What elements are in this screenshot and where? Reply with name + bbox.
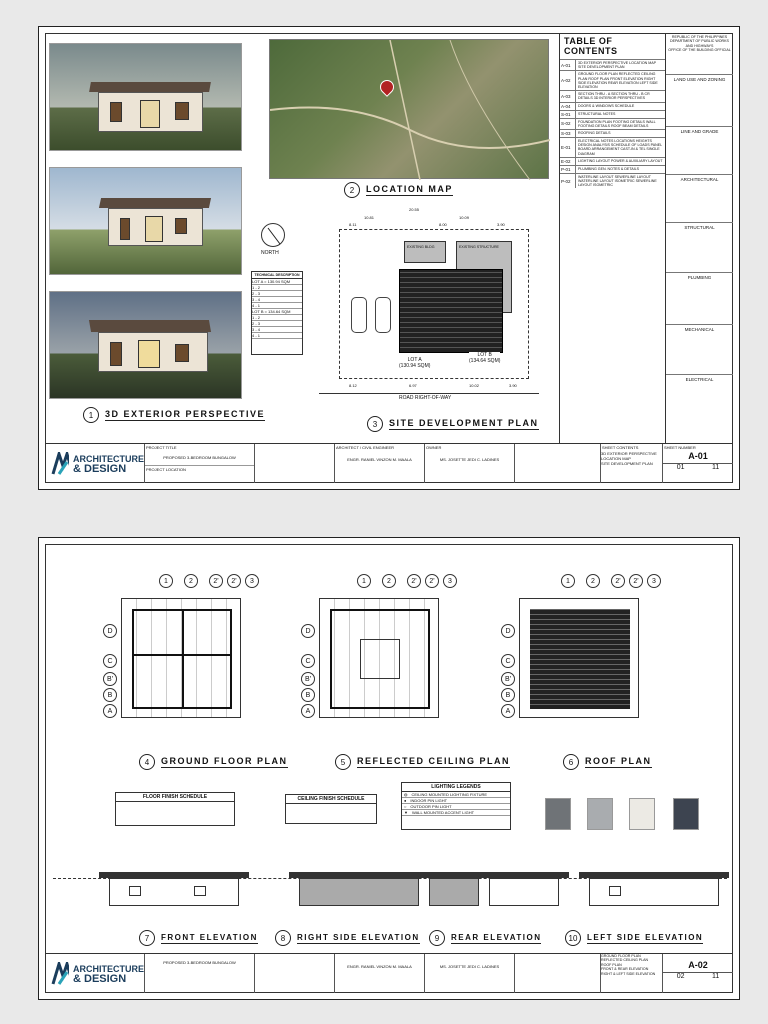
- render-perspective-2: [49, 167, 242, 275]
- sheet-content: SITE DEVELOPMENT PLAN: [601, 461, 653, 466]
- view-number: 10: [565, 930, 581, 946]
- sheet-total: 11: [711, 464, 720, 471]
- sheet-no: 02: [676, 973, 685, 980]
- view-title: FRONT ELEVATION: [161, 932, 258, 942]
- toc-code: A-02: [560, 71, 576, 90]
- legend-label: OUTDOOR PIN LIGHT: [410, 804, 452, 809]
- table-row: 1 - 2: [252, 315, 302, 321]
- table-row: 4 - 1: [252, 303, 302, 309]
- lighting-legend: [401, 782, 511, 830]
- toc-row: [560, 70, 665, 90]
- table-row: 1 - 2: [252, 285, 302, 291]
- toc-code: A-03: [560, 91, 576, 101]
- grid-bubble: B: [103, 688, 117, 702]
- project-title: PROPOSED 3-BEDROOM BUNGALOW: [163, 960, 236, 965]
- existing-building: EXISTING BLDG: [404, 241, 446, 263]
- dim-label: 3.90: [509, 383, 517, 388]
- toc-desc: GROUND FLOOR PLAN REFLECTED CEILING PLAN ROOF PLAN FRONT ELEVATION RIGHT SIDE ELEVATION REAR ELEVATION LEFT SIDE ELEVATION: [578, 72, 658, 90]
- project-title: PROPOSED 3-BEDROOM BUNGALOW: [163, 455, 236, 460]
- render-perspective-3: [49, 291, 242, 399]
- grid-bubble: 2: [184, 574, 198, 588]
- dim-label: 8.00: [439, 222, 447, 227]
- view-number: 2: [344, 182, 360, 198]
- toc-row: [560, 173, 665, 189]
- lot-a-label: [399, 357, 430, 369]
- grid-bubble: 1: [561, 574, 575, 588]
- existing-structure: EXISTING STRUCTURE: [456, 241, 512, 313]
- view-number: 9: [429, 930, 445, 946]
- toc-desc: FOUNDATION PLAN FOOTING DETAILS WALL FOOTING DETAILS ROOF BEAM DETAILS: [578, 119, 656, 128]
- table-of-contents: [559, 33, 733, 443]
- dim-label: 6.97: [409, 383, 417, 388]
- legend-row: [402, 810, 510, 816]
- sheet-a01: [38, 26, 740, 490]
- map-roads: [270, 40, 550, 180]
- signatory-header: [666, 33, 733, 75]
- lot-b-name: LOT B: [477, 352, 492, 358]
- sheet-content: REFLECTED CEILING PLAN: [601, 958, 649, 963]
- car-icon: [351, 297, 367, 333]
- light-icon: ◍: [404, 792, 408, 797]
- vm-logo-icon: [51, 452, 69, 476]
- table-title: TECHNICAL DESCRIPTION: [252, 272, 302, 279]
- toc-row: [560, 102, 665, 110]
- grid-bubble: B': [103, 672, 117, 686]
- view-number: 5: [335, 754, 351, 770]
- material-swatch: [673, 798, 699, 830]
- view-title: 3D EXTERIOR PERSPECTIVE: [105, 409, 266, 419]
- table-row: 2 - 3: [252, 291, 302, 297]
- lot-a-area: (130.94 SQM): [399, 363, 431, 369]
- legend-label: CEILING MOUNTED LIGHTING FIXTURE: [411, 792, 488, 797]
- sheet-total: 11: [711, 973, 720, 980]
- road-line: [319, 393, 539, 394]
- view-title: LEFT SIDE ELEVATION: [587, 932, 704, 942]
- view-title: LOCATION MAP: [366, 184, 453, 194]
- sheet-count: [663, 972, 733, 980]
- sheet-contents-box: [601, 444, 663, 483]
- view-label-left: [565, 930, 703, 946]
- toc-list: [560, 33, 666, 443]
- view-title: RIGHT SIDE ELEVATION: [297, 932, 420, 942]
- lot-b-label: [469, 352, 500, 364]
- revision-box: [255, 954, 335, 993]
- sheet-content: LOCATION MAP: [601, 456, 631, 461]
- rear-elevation: [419, 848, 569, 928]
- ceiling-finish-schedule: [285, 794, 377, 824]
- grid-bubble: A: [103, 704, 117, 718]
- view-number: 8: [275, 930, 291, 946]
- brand-line2: & DESIGN: [73, 462, 127, 475]
- grid-bubble: 2: [382, 574, 396, 588]
- revision-box: [255, 444, 335, 483]
- render-perspective-1: [49, 43, 242, 151]
- signatory-box: ARCHITECTURAL: [666, 175, 733, 223]
- view-title: ROOF PLAN: [585, 756, 652, 766]
- reflected-ceiling-plan: [319, 598, 439, 718]
- grid-bubble: 1: [159, 574, 173, 588]
- grid-bubble: 2': [407, 574, 421, 588]
- toc-desc: WATERLINE LAYOUT SEWERLINE LAYOUT WATERLINE LAYOUT ISOMETRIC SEWERLINE LAYOUT ISOMETRIC: [578, 174, 657, 188]
- grid-bubble: 1: [357, 574, 371, 588]
- north-arrow-icon: [261, 223, 285, 247]
- grid-bubble: B: [501, 688, 515, 702]
- roof-footprint: [399, 269, 503, 353]
- light-icon: ○: [404, 804, 407, 809]
- material-swatch: [629, 798, 655, 830]
- material-swatch: [545, 798, 571, 830]
- dim-label: 10.81: [364, 215, 375, 220]
- signatory-box: ELECTRICAL: [685, 377, 714, 382]
- sheet-code: A-01: [688, 451, 708, 461]
- toc-desc: PLUMBING GEN. NOTES & DETAILS: [578, 166, 640, 171]
- owner-box: [425, 954, 515, 993]
- table-row: 3 - 4: [252, 327, 302, 333]
- floor-finish-schedule: [115, 792, 235, 826]
- signatory-box: LAND USE AND ZONING: [666, 75, 733, 127]
- grid-bubble: B: [301, 688, 315, 702]
- sheet-content: RIGHT & LEFT SIDE ELEVATION: [601, 971, 656, 976]
- table-row: 4 - 1: [252, 333, 302, 339]
- toc-row: [560, 129, 665, 137]
- toc-desc: DOORS & WINDOWS SCHEDULE: [578, 103, 635, 108]
- sheet-contents-label: SHEET CONTENTS: [602, 445, 639, 450]
- right-side-elevation: [279, 848, 429, 928]
- toc-code: S-02: [560, 119, 576, 129]
- dim-label: 20.55: [409, 207, 420, 212]
- grid-bubble: A: [301, 704, 315, 718]
- view-label-location: [344, 182, 453, 198]
- dim-label: 10.09: [459, 215, 470, 220]
- grid-bubble: 2': [629, 574, 643, 588]
- grid-bubble: 3: [245, 574, 259, 588]
- grid-bubble: B': [501, 672, 515, 686]
- sheet-code: A-02: [688, 960, 708, 970]
- table-title: CEILING FINISH SCHEDULE: [286, 795, 376, 804]
- brand-logo: [45, 444, 145, 483]
- grid-bubble: B': [301, 672, 315, 686]
- toc-desc: STRUCTURAL NOTES: [578, 111, 616, 116]
- signatory-text: OFFICE OF THE BUILDING OFFICIAL: [668, 48, 731, 53]
- grid-bubble: C: [103, 654, 117, 668]
- sheet-content: GROUND FLOOR PLAN: [601, 954, 641, 958]
- site-development-plan: [319, 207, 539, 407]
- ground-floor-plan: [121, 598, 241, 718]
- toc-row: [560, 90, 665, 101]
- view-label-roof: [563, 754, 652, 770]
- engineer-box: [335, 444, 425, 483]
- toc-row: [560, 110, 665, 118]
- project-info: [145, 954, 255, 993]
- toc-code: A-04: [560, 103, 576, 110]
- dim-label: 8.11: [349, 222, 357, 227]
- toc-code: P-02: [560, 174, 576, 189]
- toc-title: TABLE OF CONTENTS: [564, 36, 618, 56]
- sheet-no: 01: [676, 464, 685, 471]
- brand-line1: ARCHITECTURE: [73, 963, 144, 974]
- sheet-a02: [38, 537, 740, 1000]
- signatory-box: STRUCTURAL: [666, 223, 733, 273]
- toc-row: [560, 59, 665, 70]
- north-label: NORTH: [261, 250, 279, 256]
- location-map: [269, 39, 549, 179]
- grid-bubble: C: [501, 654, 515, 668]
- toc-desc: 3D EXTERIOR PERSPECTIVE LOCATION MAP SITE DEVELOPMENT PLAN: [578, 61, 656, 70]
- view-number: 4: [139, 754, 155, 770]
- owner-box: [425, 444, 515, 483]
- sheet-contents-box: [601, 954, 663, 993]
- view-number: 3: [367, 416, 383, 432]
- grid-bubble: D: [501, 624, 515, 638]
- project-title-label: PROJECT TITLE: [146, 445, 177, 450]
- toc-row: [560, 118, 665, 129]
- view-number: 6: [563, 754, 579, 770]
- table-row: 3 - 4: [252, 297, 302, 303]
- signatory-box: MECHANICAL: [666, 325, 733, 375]
- title-block: [45, 443, 733, 483]
- table-row: LOT B = 134.64 SQM: [252, 309, 302, 315]
- dim-label: 3.90: [497, 222, 505, 227]
- front-elevation: [99, 848, 249, 928]
- toc-code: S-03: [560, 130, 576, 137]
- grid-bubble: D: [103, 624, 117, 638]
- grid-bubble: D: [301, 624, 315, 638]
- owner-name: MS. JOSETTE JEDI C. LADINES: [439, 457, 500, 462]
- sheet-number-label: SHEET NUMBER: [664, 445, 696, 450]
- sheet-content: 3D EXTERIOR PERSPECTIVE: [601, 451, 657, 456]
- notes-box: [515, 444, 601, 483]
- vm-logo-icon: [51, 962, 69, 986]
- roof-plan: [519, 598, 639, 718]
- title-block: [45, 953, 733, 993]
- grid-bubble: 3: [443, 574, 457, 588]
- signatory-box: PLUMBING: [666, 273, 733, 325]
- engineer-name: ENGR. RANIEL VINZON M. MAALA: [347, 457, 412, 462]
- engineer-name: ENGR. RANIEL VINZON M. MAALA: [347, 964, 412, 969]
- grid-bubble: 2': [209, 574, 223, 588]
- view-label-ceiling: [335, 754, 510, 770]
- car-icon: [375, 297, 391, 333]
- signatory-text: DEPARTMENT OF PUBLIC WORKS AND HIGHWAYS: [670, 39, 729, 48]
- view-number: 1: [83, 407, 99, 423]
- light-icon: ▼: [404, 810, 408, 815]
- view-title: GROUND FLOOR PLAN: [161, 756, 288, 766]
- view-title: REFLECTED CEILING PLAN: [357, 756, 511, 766]
- brand-line1: ARCHITECTURE: [73, 453, 144, 464]
- grid-bubble: 2': [227, 574, 241, 588]
- grid-bubble: C: [301, 654, 315, 668]
- technical-description-table: [251, 271, 303, 355]
- engineer-box: [335, 954, 425, 993]
- view-title: SITE DEVELOPMENT PLAN: [389, 418, 539, 428]
- road-label: ROAD RIGHT-OF-WAY: [399, 395, 452, 401]
- toc-code: P-01: [560, 166, 576, 173]
- toc-desc: LIGHTING LAYOUT POWER & AUXILIARY LAYOUT: [578, 158, 663, 163]
- architect-label: ARCHITECT / CIVIL ENGINEER: [336, 445, 395, 450]
- toc-code: E-01: [560, 138, 576, 157]
- view-title: REAR ELEVATION: [451, 932, 542, 942]
- legend-label: INDOOR PIN LIGHT: [410, 798, 448, 803]
- view-label-perspective: [83, 407, 265, 423]
- toc-desc: ROOFING DETAILS: [578, 131, 611, 136]
- toc-row: [560, 137, 665, 157]
- view-label-right: [275, 930, 420, 946]
- light-icon: ●: [404, 798, 407, 803]
- left-side-elevation: [579, 848, 729, 928]
- grid-bubble: 3: [647, 574, 661, 588]
- project-location-label: PROJECT LOCATION: [145, 465, 254, 473]
- lot-a-name: LOT A: [407, 357, 422, 363]
- notes-box: [515, 954, 601, 993]
- view-label-rear: [429, 930, 541, 946]
- sheet-number-box: [663, 954, 733, 993]
- toc-code: A-01: [560, 60, 576, 70]
- sheet-content: ROOF PLAN: [601, 962, 622, 967]
- dim-label: 10.02: [469, 383, 480, 388]
- toc-row: [560, 165, 665, 173]
- view-label-front: [139, 930, 258, 946]
- brand-line2: & DESIGN: [73, 972, 127, 985]
- toc-code: S-01: [560, 111, 576, 118]
- toc-code: E-02: [560, 158, 576, 165]
- grid-bubble: A: [501, 704, 515, 718]
- toc-desc: SECTION THRU - A SECTION THRU - B CR DETAILS 3D INTERIOR PERSPECTIVES: [578, 92, 650, 101]
- table-row: LOT A = 130.94 SQM: [252, 279, 302, 285]
- lot-b-area: (134.64 SQM): [469, 358, 501, 364]
- view-label-floor: [139, 754, 288, 770]
- sheet-content: FRONT & REAR ELEVATION: [601, 967, 649, 972]
- owner-name: MS. JOSETTE JEDI C. LADINES: [439, 964, 500, 969]
- table-title: LIGHTING LEGENDS: [402, 783, 510, 792]
- table-title: FLOOR FINISH SCHEDULE: [116, 793, 234, 802]
- dim-label: 8.12: [349, 383, 357, 388]
- table-row: 2 - 3: [252, 321, 302, 327]
- material-swatch: [587, 798, 613, 830]
- view-number: 7: [139, 930, 155, 946]
- grid-bubble: 2': [611, 574, 625, 588]
- signatories-column: [666, 33, 733, 443]
- signatory-text: REPUBLIC OF THE PHILIPPINES: [671, 35, 728, 39]
- legend-label: WALL MOUNTED ACCENT LIGHT: [411, 810, 475, 815]
- grid-bubble: 2': [425, 574, 439, 588]
- sheet-number-box: [663, 444, 733, 483]
- project-info: [145, 444, 255, 483]
- view-label-site: [367, 416, 539, 432]
- signatory-box: LINE AND GRADE: [666, 127, 733, 175]
- sheet-count: [663, 463, 733, 471]
- brand-logo: [45, 954, 145, 993]
- owner-label: OWNER: [426, 445, 442, 450]
- grid-bubble: 2: [586, 574, 600, 588]
- toc-row: [560, 157, 665, 165]
- toc-desc: ELECTRICAL NOTES LOCATIONS HEIGHTS DESIGN ANALYSIS SCHEDULE OF LOADS PANEL BOARD ARRANGEMENT CAST-IN & TEL SINGLE DIAGRAM: [578, 139, 663, 156]
